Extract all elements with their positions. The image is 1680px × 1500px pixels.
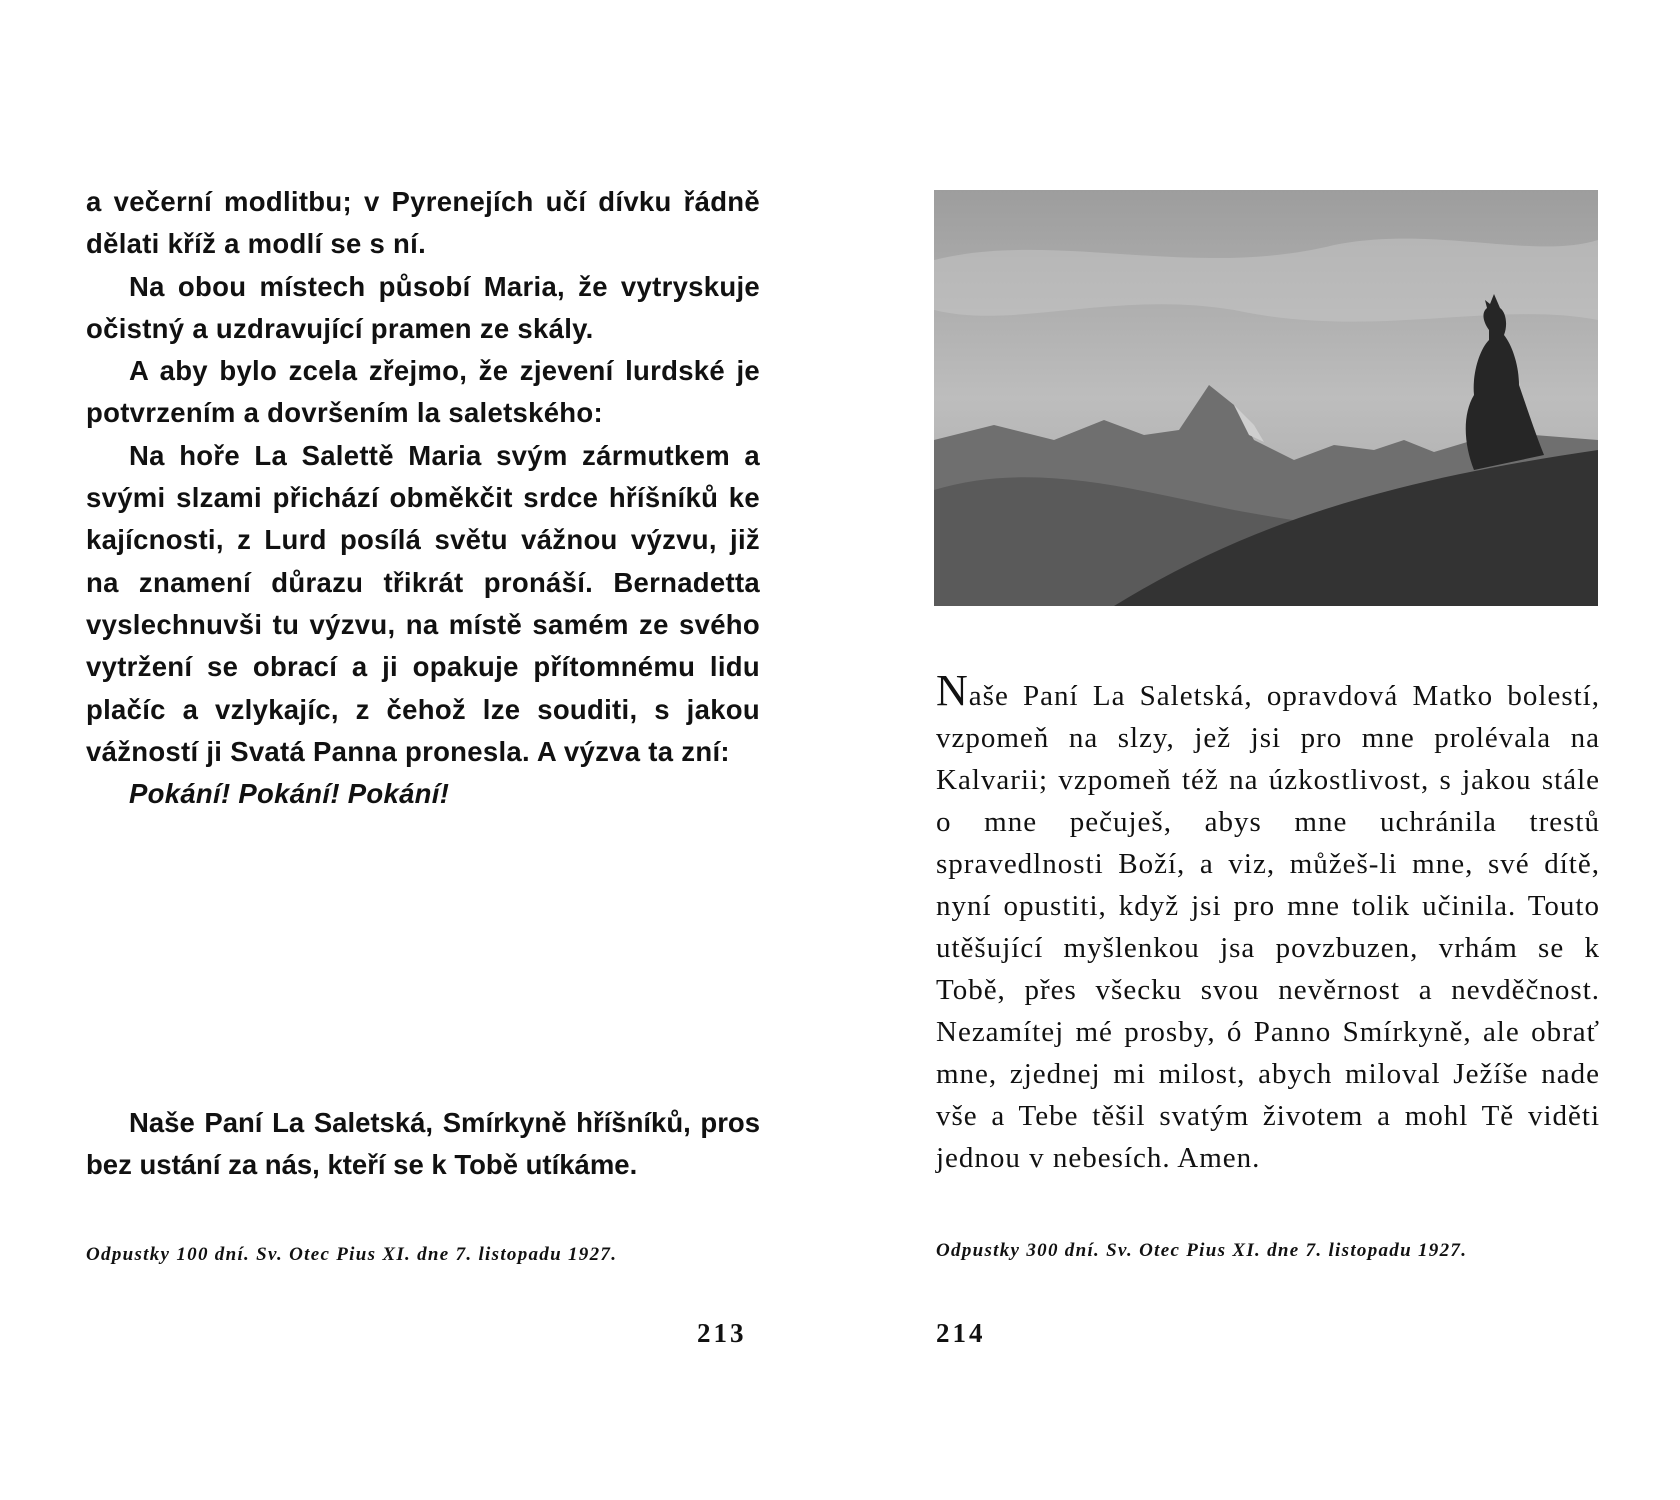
- long-prayer: [936, 666, 1600, 1179]
- paragraph-1: a večerní modlitbu; v Pyrenejích učí dívku řádně dělati kříž a modlí se s ní.: [86, 186, 760, 260]
- page-number-left: 213: [697, 1318, 747, 1348]
- paragraph-2: Na obou místech působí Maria, že vytryskuje očistný a uzdravující pramen ze skály.: [86, 270, 760, 344]
- page-number-right: 214: [936, 1318, 986, 1348]
- paragraph-4: Na hoře La Salettě Maria svým zármutkem a svými slzami přichází obměkčit srdce hříšníků ke kajícnosti, z Lurd posílá světu vážnou výzvu, již na znamení důrazu třikrát pronáší. Bernadetta vyslechnuvši tu výzvu, na místě samém ze svého vytržení se obrací a ji opakuje přítomnému lidu plačíc a vzlykajíc, z čehož lze souditi, s jakou vážností ji Svatá Panna pronesla. A výzva ta zní:: [86, 439, 760, 767]
- paragraph-3: A aby bylo zcela zřejmo, že zjevení lurdské je potvrzením a dovršením la saletského:: [86, 355, 760, 429]
- short-prayer: Naše Paní La Saletská, Smírkyně hříšníků, pros bez ustání za nás, kteří se k Tobě utíkáme.: [86, 1107, 760, 1181]
- mountain-silhouette-photo: [934, 190, 1598, 606]
- long-prayer-text: aše Paní La Saletská, opravdová Matko bolestí, vzpomeň na slzy, jež jsi pro mne prolévala na Kalvarii; vzpomeň též na úzkostlivost, s jakou stále o mne pečuješ, abys mne uchránila trestů spravedlnosti Boží, a viz, můžeš-li mne, své dítě, nyní opustiti, když jsi pro mne tolik učinila. Touto utěšující myšlenkou jsa povzbuzen, vrhám se k Tobě, přes všecku svou nevěrnost a nevděčnost. Nezamítej mé prosby, ó Panno Smírkyně, ale obrať mne, zjednej mi milost, abych miloval Ježíše nade vše a Tebe těšil svatým životem a mohl Tě viděti jednou v nebesích. Amen.: [936, 680, 1600, 1174]
- penance-exclamation: Pokání! Pokání! Pokání!: [129, 778, 450, 810]
- photo-illustration: [934, 190, 1598, 606]
- indulgence-note-left: Odpustky 100 dní. Sv. Otec Pius XI. dne 7. listopadu 1927.: [86, 1244, 618, 1265]
- drop-cap-letter: N: [936, 666, 969, 715]
- right-page: [840, 0, 1680, 1500]
- indulgence-note-right: Odpustky 300 dní. Sv. Otec Pius XI. dne 7. listopadu 1927.: [936, 1240, 1468, 1261]
- left-body-text: [86, 181, 760, 815]
